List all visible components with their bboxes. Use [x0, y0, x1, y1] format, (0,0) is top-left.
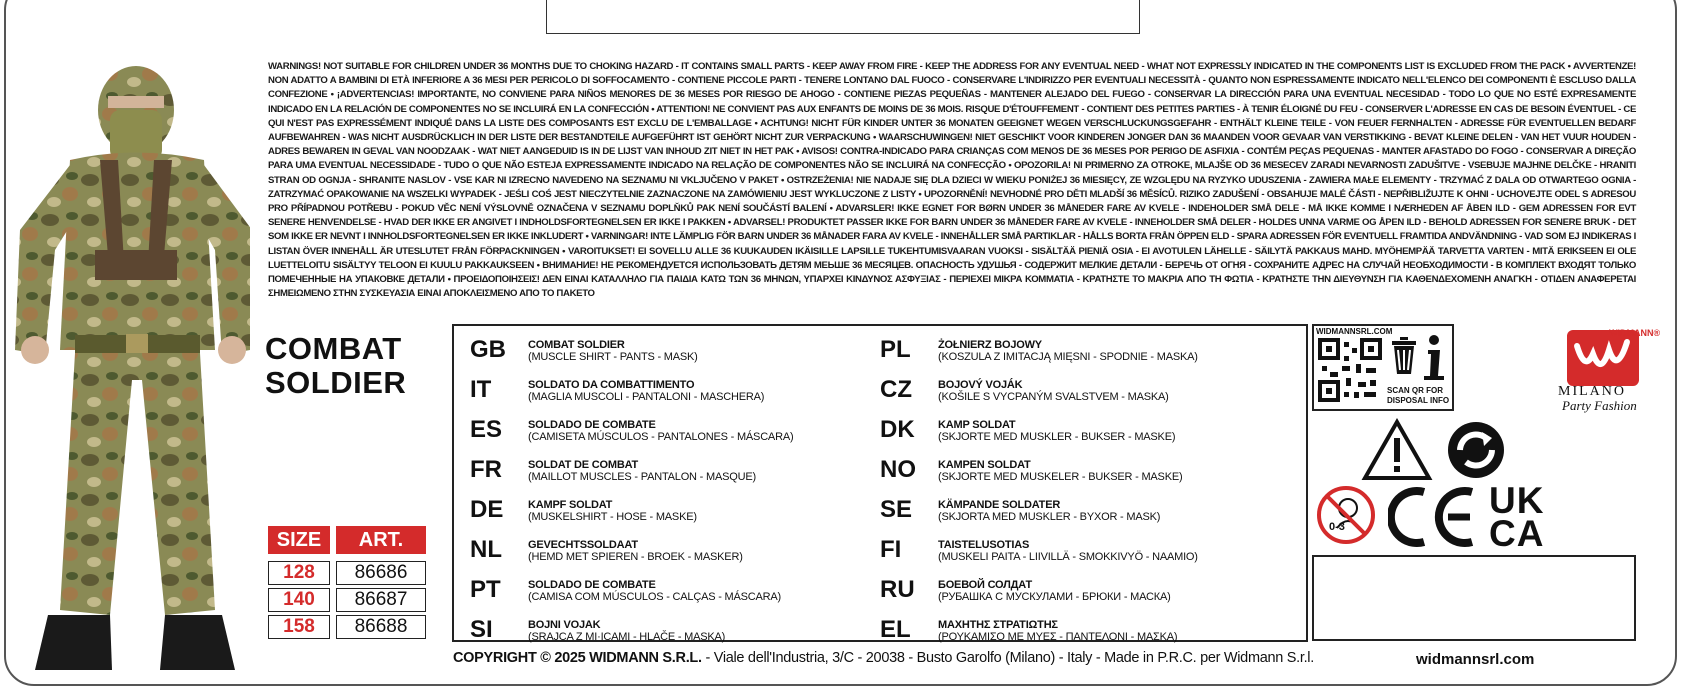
- language-code: FI: [880, 536, 902, 563]
- size-cell: 140: [268, 588, 330, 612]
- translation-desc: (MUSKELSHIRT - HOSE - MASKE): [528, 511, 697, 523]
- size-header: SIZE: [268, 526, 330, 554]
- language-code: RU: [880, 576, 915, 603]
- ukca-line1: UK: [1489, 480, 1545, 521]
- translation-name: SOLDADO DE COMBATE: [528, 419, 656, 431]
- translation-desc: (MAGLIA MUSCOLI - PANTALONI - MASCHERA): [528, 391, 765, 403]
- disposal-info-icon: [1388, 332, 1452, 384]
- art-header: ART.: [336, 526, 426, 554]
- language-code: SE: [880, 496, 913, 523]
- translation-desc: (CAMISA COM MÚSCULOS - CALÇAS - MÁSCARA): [528, 591, 781, 603]
- translation-name: SOLDADO DE COMBATE: [528, 579, 656, 591]
- translation-text: [938, 459, 1182, 483]
- translation-name: ΜΑΧΗΤΗΣ ΣΤΡΑΤΙΩΤΗΣ: [938, 619, 1058, 631]
- language-code: PL: [880, 336, 911, 363]
- language-code: DK: [880, 416, 915, 443]
- translation-name: БОЕВОЙ СОЛДАТ: [938, 579, 1033, 591]
- translation-desc: (KOŠILE S VYCPANÝM SVALSTVEM - MASKA): [938, 391, 1169, 403]
- translation-name: COMBAT SOLDIER: [528, 339, 625, 351]
- translations-box: [452, 324, 1308, 642]
- translation-text: [528, 579, 781, 603]
- website-link[interactable]: widmannsrl.com: [1416, 651, 1535, 668]
- qr-code-icon[interactable]: [1318, 338, 1382, 402]
- translation-name: BOJNI VOJAK: [528, 619, 601, 631]
- translation-text: [528, 619, 725, 643]
- size-cell: 128: [268, 561, 330, 585]
- brand-city: MILANO: [1558, 384, 1626, 399]
- recycle-dot-icon: [1446, 420, 1506, 480]
- translation-name: KÄMPANDE SOLDATER: [938, 499, 1061, 511]
- copyright-address: - Viale dell'Industria, 3/C - 20038 - Busto Garolfo (Milano) - Italy - Made in P.R.C. per Widmann S.r.l.: [701, 650, 1314, 666]
- qr-site-label: WIDMANNSRL.COM: [1316, 327, 1393, 336]
- costume-figure-image: [0, 50, 250, 670]
- translation-text: [938, 539, 1198, 563]
- scan-line2: DISPOSAL INFO: [1387, 396, 1450, 405]
- qr-disposal-box: [1312, 324, 1454, 411]
- translation-text: [938, 619, 1177, 643]
- translation-name: KAMPF SOLDAT: [528, 499, 613, 511]
- translation-desc: (CAMISETA MÚSCULOS - PANTALONES - MÁSCARA): [528, 431, 794, 443]
- translation-name: KAMP SOLDAT: [938, 419, 1016, 431]
- translation-text: [938, 499, 1160, 523]
- translation-text: [528, 379, 764, 403]
- ukca-line2: CA: [1489, 513, 1545, 554]
- translation-desc: (SRAJCA Z MI·ICAMI - HLAČE - MASKA): [528, 631, 726, 643]
- copyright-bold: COPYRIGHT © 2025 WIDMANN S.R.L.: [453, 650, 702, 666]
- language-code: SI: [470, 616, 493, 643]
- translation-name: SOLDAT DE COMBAT: [528, 459, 639, 471]
- language-code: GB: [470, 336, 506, 363]
- language-code: EL: [880, 616, 911, 643]
- translation-text: [528, 419, 793, 443]
- translation-desc: (SKJORTE MED MUSKELER - BUKSER - MASKE): [938, 471, 1183, 483]
- language-code: DE: [470, 496, 504, 523]
- ce-mark-icon: [1388, 486, 1484, 548]
- language-code: FR: [470, 456, 502, 483]
- art-cell: 86686: [336, 561, 426, 585]
- translation-desc: (РУБАШКА С МУСКУЛАМИ - БРЮКИ - МАСКА): [938, 591, 1171, 603]
- translation-desc: (SKJORTE MED MUSKLER - BUKSER - MASKE): [938, 431, 1176, 443]
- safety-warnings-text: WARNINGS! NOT SUITABLE FOR CHILDREN UNDER 36 MONTHS DUE TO CHOKING HAZARD - IT CONTAINS SMALL PARTS - KEEP AWAY FROM FIRE - KEEP THE ADDRESS FOR ANY EVENTUAL NEED - WHAT NOT EXPRESSLY INDICATED IN THE COMPONENTS LIST IS EXCLUDED FROM THE PACK • AVVERTENZE! NON ADATTO A BAMBINI DI ETÀ INFERIORE A 36 MESI PER PERICOLO DI SOFFOCAMENTO - CONTIENE PICCOLE PARTI - TENERE LONTANO DAL FUOCO - CONSERVARE L'INDIRIZZO PER EVENTUALI NECESSITÀ - QUANTO NON ESPRESSAMENTE INDICATO NELL'ELENCO DEI COMPONENTI È ESCLUSO DALLA CONFEZIONE • ¡ADVERTENCIAS! IMPORTANTE, NO CONVIENE PARA NIÑOS MENORES DE 36 MESES POR RIESGO DE AHOGO - CONTIENE PIEZAS PEQUEÑAS - MANTENER ALEJADO DEL FUEGO - CONSERVAR LA DIRECCIÓN PARA UNA EVENTUAL NECESIDAD - TODO LO QUE NO ESTÉ EXPRESAMENTE INDICADO EN LA RELACIÓN DE COMPONENTES NO SE INCLUIRÁ EN LA CONFECCIÓN • ATTENTION! NE CONVIENT PAS AUX ENFANTS DE MOINS DE 36 MOIS. RISQUE D'ÉTOUFFEMENT - CONTIENT DES PETITES PARTIES - À TENIR ÉLOIGNÉ DU FEU - CONSERVER L'ADRESSE EN CAS DE BESOIN ÉVENTUEL - CE QUI N'EST PAS EXPRESSÉMENT INDIQUÉ DANS LA LISTE DES COMPOSANTS EST EXCLU DE L'EMBALLAGE • ACHTUNG! NICHT FÜR KINDER UNTER 36 MONATEN GEEIGNET WEGEN VERSCHLUCKUNGSGEFAHR - ENTHÄLT KLEINE TEILE - VON FEUER FERNHALTEN - ADRESSE FÜR EVENTUELLEN BEDARF AUFBEWAHREN - WAS NICHT AUSDRÜCKLICH IN DER LISTE DER BESTANDTEILE AUFGEFÜHRT IST GEHÖRT NICHT ZUR VERPACKUNG • WAARSCHUWINGEN! NIET GESCHIKT VOOR KINDEREN JONGER DAN 36 MAANDEN VOOR GEVAAR VAN VERSTIKKING - BEVAT KLEINE DELEN - VAN HET VUUR HOUDEN - ADRES BEWAREN IN GEVAL VAN NOODZAAK - WAT NIET AANGEDUID IS IN DE LIJST VAN INHOUD ZIT NIET IN HET PAK • AVISOS! CONTRA-INDICADO PARA CRIANÇAS COM MENOS DE 36 MESES POR PERIGO DE ASFIXIA - CONTÉM PEÇAS PEQUENAS - MANTER AFASTADO DO FOGO - CONSERVAR A DIREÇÃO PARA UMA EVENTUAL NECESSIDADE - TUDO O QUE NÃO ESTEJA EXPRESSAMENTE INDICADO NA RELAÇÃO DE COMPONENTES NÃO SE INCLUIRÁ NA CONFECÇÃO • OPOZORILA! NI PRIMERNO ZA OTROKE, MLAJŠE OD 36 MESECEV ZARADI NEVARNOSTI ZADUŠITVE - VSEBUJE MAJHNE DELČKE - HRANITI STRAN OD OGNJA - SHRANITE NASLOV - VSE KAR NI IZRECNO NAVEDENO NA SEZNAMU NI VKLJUČENO V PAKET • OSTRZEŻENIA! NIE NADAJE SIĘ DLA DZIECI W WIEKU PONIŻEJ 36 MIESIĘCY, ZE WZGLĘDU NA RYZYKO UDUSZENIA - ZAWIERA MAŁE ELEMENTY - TRZYMAĆ Z DALA OD OTWARTEGO OGNIA - ZATRZYMAĆ OPAKOWANIE NA WSZELKI WYPADEK - JEŚLI COŚ JEST NIECZYTELNIE ZAZNACZONE NA ZAMÓWIENIU JEST WYKLUCZONE Z LISTY • UPOZORNĚNÍ! NEVHODNÉ PRO DĚTI MLADŠÍ 36 MĚSÍCŮ. RIZIKO ZADUŠENÍ - OBSAHUJE MALÉ ČÁSTI - NEPŘIBLIŽUJTE K OHNI - UCHOVEJTE ODEL S ADRESOU PRO PŘÍPADNOU POTŘEBU - POKUD VĚC NENÍ VÝSLOVNĚ OZNAČENA V SEZNAMU DOPLŇKŮ PAK NENÍ SOUČÁSTÍ BALENÍ • ADVARSLER! IKKE EGNET FOR BØRN UNDER 36 MÅNEDER FARE AV KVELE - INDEHOLDER SMÅ DELE - MÅ IKKE KOMME I NÆRHEDEN AF ÅBEN ILD - GEM ADRESSEN FOR EVT SENERE HENVENDELSE - HVAD DER IKKE ER ANGIVET I INDHOLDSFORTEGNELSEN ER IKKE I PAKKEN • ADVARSEL! PRODUKTET PASSER IKKE FOR BARN UNDER 36 MÅNEDER FARE AV KVELE - INNEHOLDER SMÅ DELER - HOLDES UNNA VARME OG ÅPEN ILD - BEHOLD ADRESSEN FOR SENERE BRUK - DET SOM IKKE ER NEVNT I INNHOLDSFORTEGNELSEN ER IKKE INKLUDERT • VARNINGAR! INTE LÄMPLIG FÖR BARN UNDER 36 MÅNADER FARA AV KVELE - INNEHÅLLER SMÅ PARTIKLAR - HÅLLS BORTA FRÅN ÖPPEN ELD - SPARA ADRESSEN FÖR EVENTUELL FRAMTIDA ANDVÄNDNING - VAD SOM EJ INDIKERAS I LISTAN ÖVER INNEHÅLL ÄR UTESLUTET FRÅN FÖRPACKNINGEN • VAROITUKSET! EI SOVELLU ALLE 36 KUUKAUDEN IKÄISILLE LAPSILLE TUKEHTUMISVAARAN VUOKSI - SISÄLTÄÄ PIENIÄ OSIA - EI AVOTULEN LÄHELLE - SÄILYTÄ PAKKAUS MAHD. MYÖHEMPÄÄ TARVETTA VARTEN - MITÄ ERIKSEEN EI OLE LUETTELOITU SISÄLTYY TELOON EI KUULU PAKKAUKSEEN • ВНИМАНИЕ! НЕ РЕКОМЕНДУЕТСЯ ИСПОЛЬЗОВАТЬ ДЕТЯМ МЕЬШЕ 36 МЕСЯЦЕВ. ОПАСНОСТЬ УДУШЬЯ - СОДЕРЖИТ МЕЛКИЕ ДЕТАЛИ - БЕРЕЧЬ ОТ ОГНЯ - СОХРАНИТЕ АДРЕС НА СЛУЧАЙ НЕОБХОДИМОСТИ - В КОМПЛЕКТ ВХОДЯТ ТОЛЬКО ПОМЕЧЕННЫЕ НА УПАКОВКЕ ДЕТАЛИ • ΠΡΟΕΙΔΟΠΟΙΗΣΕΙΣ! ΔΕΝ ΕΙΝΑΙ ΚΑΤΑΛΛΗΛΟ ΓΙΑ ΠΑΙΔΙΑ ΚΑΤΩ ΤΩΝ 36 ΜΗΝΩΝ, ΥΠΑΡΧΕΙ ΚΙΝΔΥΝΟΣ ΑΣΦΥΞΙΑΣ - ΠΕΡΙΕΧΕΙ ΜΙΚΡΑ ΚΟΜΜΑΤΙΑ - ΚΡΑΤΗΣΤΕ ΤΟ ΜΑΚΡΙΑ ΑΠΟ ΤΗ ΦΩΤΙΑ - ΚΡΑΤΗΣΤΕ ΤΗΝ ΔΙΕΥΘΥΝΣΗ ΓΙΑ ΚΑΘΕΝΔΕΧΟΜΕΝΗ ΑΝΑΓΚΗ - ΟΤΙΔΕΝ ΑΝΑΦΕΡΕΤΑΙ ΣΗΜΕΙΩΜΕΝΟ ΣΤΗΝ ΣΥΣΚΕΥΑΣΙΑ ΕΙΝΑΙ ΑΠΟΚΛΕΙΣΜΕΝΟ ΑΠΟ ΤΟ ΠΑΚΕΤΟ: [268, 61, 1636, 300]
- scan-line1: SCAN QR FOR: [1387, 386, 1443, 395]
- top-label-box: [546, 0, 1140, 34]
- art-cell: 86687: [336, 588, 426, 612]
- translation-name: KAMPEN SOLDAT: [938, 459, 1031, 471]
- translation-name: TAISTELUSOTIAS: [938, 539, 1030, 551]
- translation-name: ŻOŁNIERZ BOJOWY: [938, 339, 1042, 351]
- translation-desc: (KOSZULA Z IMITACJĄ MIĘSNI - SPODNIE - MASKA): [938, 351, 1198, 363]
- translation-desc: (MUSKELI PAITA - LIIVILLÄ - SMOKKIVYÖ - NAAMIO): [938, 551, 1198, 563]
- translation-name: SOLDATO DA COMBATTIMENTO: [528, 379, 695, 391]
- translation-desc: (MUSCLE SHIRT - PANTS - MASK): [528, 351, 698, 363]
- widmann-logo-icon: [1560, 324, 1660, 386]
- translation-desc: (HEMD MET SPIEREN - BROEK - MASKER): [528, 551, 743, 563]
- translation-text: [938, 339, 1198, 363]
- ukca-mark: [1489, 480, 1545, 554]
- size-cell: 158: [268, 615, 330, 639]
- brand-tagline: Party Fashion: [1562, 398, 1637, 413]
- translation-text: [938, 579, 1171, 603]
- age-restriction-icon: [1315, 484, 1377, 546]
- widmann-logo-text: WIDMANN®: [1609, 328, 1660, 338]
- translation-desc: (MAILLOT MUSCLES - PANTALON - MASQUE): [528, 471, 756, 483]
- warning-triangle-icon: [1361, 418, 1433, 482]
- blank-label-box: [1312, 555, 1636, 641]
- age-label: 0-3: [1329, 521, 1345, 533]
- translation-text: [938, 419, 1175, 443]
- language-code: NL: [470, 536, 502, 563]
- product-title: [265, 332, 406, 400]
- language-code: IT: [470, 376, 492, 403]
- product-title-line1: COMBAT: [265, 331, 402, 366]
- translation-desc: (ΡΟΥΚΑΜΙΣΟ ΜΕ ΜΥΕΣ - ΠΑΝΤΕΛΟΝΙ - ΜΑΣΚΑ): [938, 631, 1178, 643]
- language-code: PT: [470, 576, 501, 603]
- translation-name: BOJOVÝ VOJÁK: [938, 379, 1023, 391]
- translation-text: [528, 499, 697, 523]
- translation-name: GEVECHTSSOLDAAT: [528, 539, 638, 551]
- scan-qr-label: [1387, 386, 1449, 406]
- language-code: CZ: [880, 376, 912, 403]
- art-cell: 86688: [336, 615, 426, 639]
- language-code: NO: [880, 456, 916, 483]
- translation-text: [528, 459, 756, 483]
- translation-text: [938, 379, 1169, 403]
- translation-text: [528, 339, 698, 363]
- copyright-footer: [453, 650, 1314, 666]
- language-code: ES: [470, 416, 503, 443]
- product-title-line2: SOLDIER: [265, 365, 407, 400]
- translation-desc: (SKJORTA MED MUSKLER - BYXOR - MASK): [938, 511, 1161, 523]
- translation-text: [528, 539, 743, 563]
